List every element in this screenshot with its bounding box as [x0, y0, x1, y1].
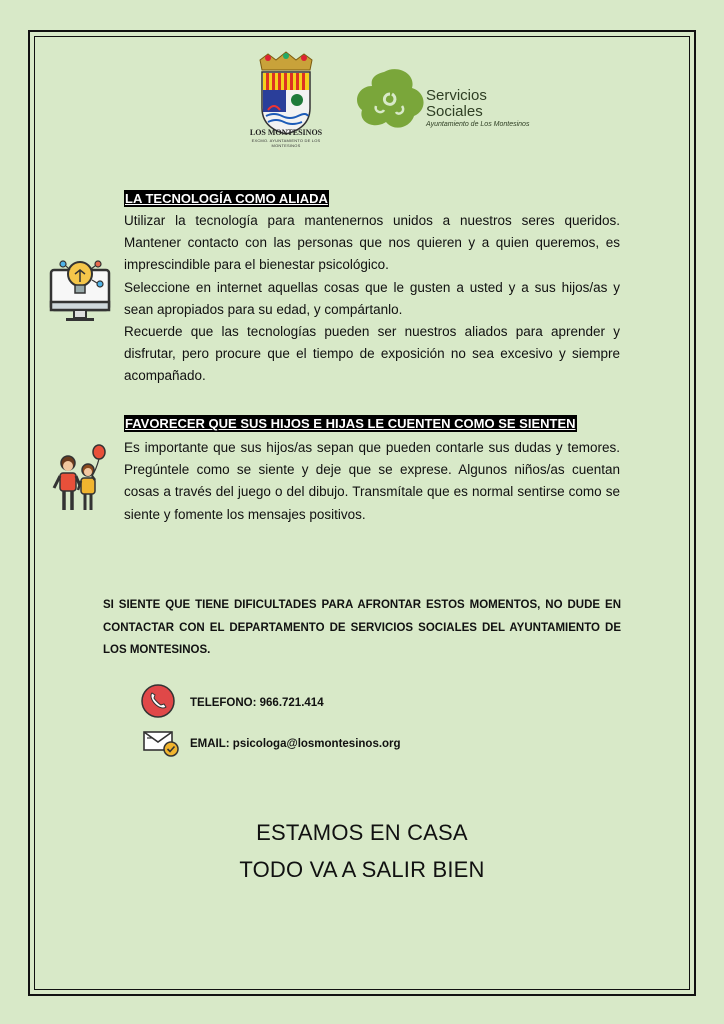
social-services-subtitle: Ayuntamiento de Los Montesinos — [426, 121, 530, 128]
closing-line-1: ESTAMOS EN CASA — [256, 820, 468, 845]
social-services-logo — [354, 66, 434, 132]
lightbulb-monitor-icon — [48, 256, 112, 324]
envelope-check-icon — [142, 730, 180, 758]
section-tech-paragraph-1: Utilizar la tecnología para mantenernos unidos a nuestros seres queridos. Mantener contacto con las personas que nos quieren y a quien queremos, es imprescindible para el bienestar psicológico. — [124, 213, 620, 273]
social-services-line1: Servicios — [426, 87, 487, 104]
section-tech-paragraph-2: Seleccione en internet aquellas cosas que le gusten a usted y a sus hijos/as y sean apropiados para su edad, y compártanlo. — [124, 279, 620, 317]
social-services-line2: Sociales — [426, 103, 483, 120]
municipality-name: LOS MONTESINOS — [249, 128, 323, 137]
section-kids-title: FAVORECER QUE SUS HIJOS E HIJAS LE CUENTEN COMO SE SIENTEN — [125, 416, 576, 431]
phone-icon — [141, 684, 175, 718]
closing-line-2: TODO VA A SALIR BIEN — [239, 857, 485, 882]
social-services-title — [426, 88, 487, 120]
section-tech-paragraph-3: Recuerde que las tecnologías pueden ser nuestros aliados para aprender y disfrutar, pero procure que el tiempo de exposición no sea excesivo y siempre acompañado. — [124, 324, 620, 384]
children-balloon-icon — [50, 442, 110, 514]
section-tech-title: LA TECNOLOGÍA COMO ALIADA — [125, 191, 328, 206]
section-kids-body — [124, 437, 620, 526]
email-text[interactable]: EMAIL: psicologa@losmontesinos.org — [190, 738, 401, 750]
section-kids-paragraph: Es importante que sus hijos/as sepan que pueden contarle sus dudas y temores. Pregúntele como se siente y deje que se exprese. Algunos niños/as cuentan cosas a través del juego o del dibujo. Transmítale que es normal sentirse como se siente y fomente los mensajes positivos. — [124, 440, 620, 522]
phone-text[interactable]: TELEFONO: 966.721.414 — [190, 697, 324, 709]
municipality-subtitle: EXCMO. AYUNTAMIENTO DE LOS MONTESINOS — [251, 138, 321, 148]
section-tech-body — [124, 210, 620, 388]
contact-notice: SI SIENTE QUE TIENE DIFICULTADES PARA AFRONTAR ESTOS MOMENTOS, NO DUDE EN CONTACTAR CON EL DEPARTAMENTO DE SERVICIOS SOCIALES DEL AYUNTAMIENTO DE LOS MONTESINOS. — [103, 599, 621, 656]
